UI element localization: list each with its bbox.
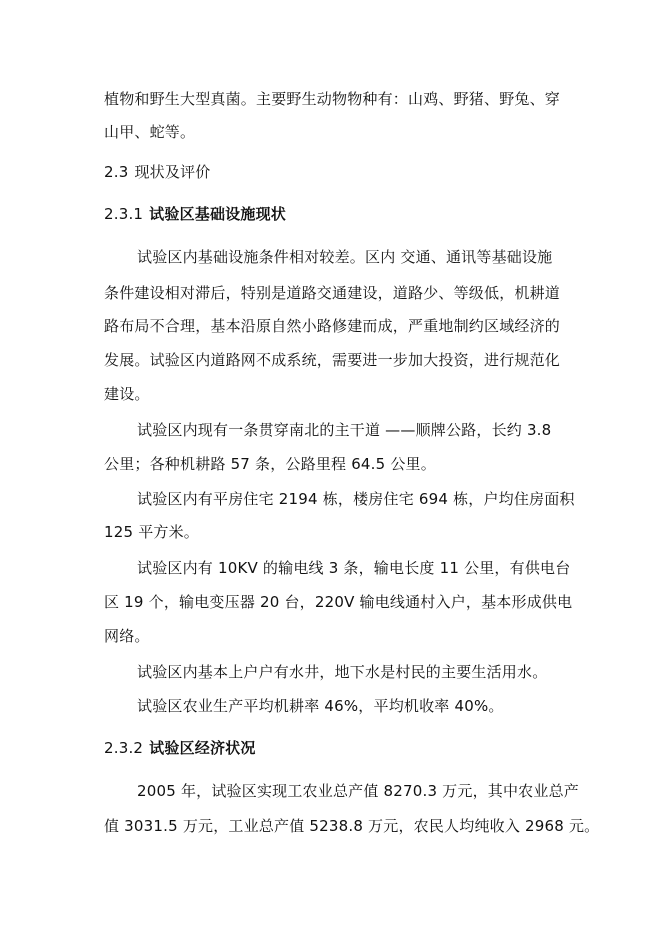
section-heading-2-3-1 <box>104 204 286 224</box>
paragraph-line: 试验区内有平房住宅 2194 栋，楼房住宅 694 栋，户均住房面积 <box>137 490 575 508</box>
paragraph-line: 公里；各种机耕路 57 条，公路里程 64.5 公里。 <box>104 455 436 473</box>
section-number: 2.3 <box>104 163 129 181</box>
paragraph-line: 125 平方米。 <box>104 523 199 541</box>
paragraph-line: 发展。试验区内道路网不成系统，需要进一步加大投资，进行规范化 <box>104 351 561 369</box>
paragraph-line: 路布局不合理，基本沿原自然小路修建而成，严重地制约区域经济的 <box>104 317 561 335</box>
paragraph-line: 条件建设相对滞后，特别是道路交通建设，道路少、等级低，机耕道 <box>104 284 561 302</box>
paragraph-line: 网络。 <box>104 627 150 645</box>
body-text-line: 山甲、蛇等。 <box>104 123 196 141</box>
paragraph-line: 值 3031.5 万元，工业总产值 5238.8 万元，农民人均纯收入 2968 元。 <box>104 817 600 835</box>
paragraph-line: 试验区内现有一条贯穿南北的主干道 ——顺牌公路，长约 3.8 <box>137 421 552 439</box>
paragraph-line: 试验区内基础设施条件相对较差。区内 交通、通讯等基础设施 <box>137 248 553 266</box>
section-title: 现状及评价 <box>134 163 211 181</box>
paragraph-line: 区 19 个，输电变压器 20 台，220V 输电线通村入户，基本形成供电 <box>104 593 573 611</box>
section-number: 2.3.1 <box>104 205 144 223</box>
paragraph-line: 建设。 <box>104 385 150 403</box>
body-text-line: 植物和野生大型真菌。主要野生动物物种有：山鸡、野猪、野兔、穿 <box>104 90 561 108</box>
section-heading-2-3-2 <box>104 738 256 758</box>
section-number: 2.3.2 <box>104 739 144 757</box>
paragraph-line: 试验区内基本上户户有水井，地下水是村民的主要生活用水。 <box>137 663 548 681</box>
section-title: 试验区基础设施现状 <box>149 205 286 223</box>
section-heading-2-3 <box>104 162 210 182</box>
section-title: 试验区经济状况 <box>149 739 256 757</box>
paragraph-line: 2005 年，试验区实现工农业总产值 8270.3 万元，其中农业总产 <box>137 782 579 800</box>
paragraph-line: 试验区农业生产平均机耕率 46%，平均机收率 40%。 <box>137 697 504 715</box>
paragraph-line: 试验区内有 10KV 的输电线 3 条，输电长度 11 公里，有供电台 <box>137 559 571 577</box>
